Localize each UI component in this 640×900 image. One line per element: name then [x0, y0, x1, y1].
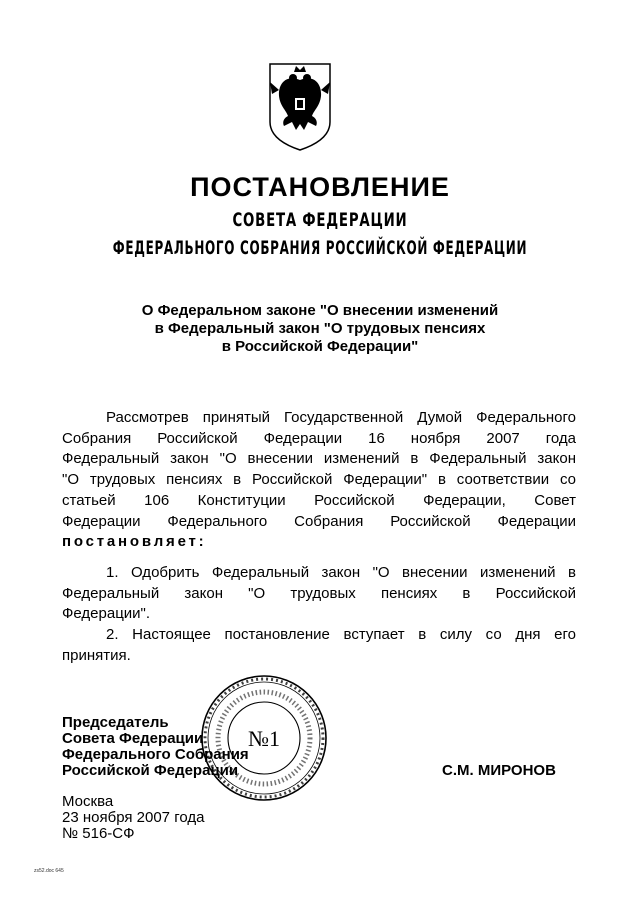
signatory-position	[62, 715, 249, 779]
stamp-number: №1	[248, 726, 280, 751]
item-1-line: Федерации".	[62, 605, 151, 623]
resolution-items	[62, 563, 576, 667]
footer-city: Москва	[62, 793, 114, 810]
footer-date: 23 ноября 2007 года	[62, 809, 205, 826]
signatory-line: Совета Федерации	[62, 730, 204, 747]
subject-line: О Федеральном законе "О внесении изменений	[141, 302, 499, 319]
resolves-word: постановляет:	[62, 533, 207, 551]
preamble-line: статьей 106 Конституции Российской Федерации, Совет	[62, 491, 576, 509]
item-1-line: 1. Одобрить Федеральный закон "О внесении изменений в	[106, 564, 576, 581]
item-2-line: 2. Настоящее постановление вступает в силу со дня его	[106, 626, 576, 644]
document-footer	[62, 794, 204, 842]
preamble-line: Федерации Федерального Собрания Российской Федерации	[62, 512, 576, 530]
footer-number: № 516-СФ	[62, 825, 135, 842]
coat-of-arms-icon	[266, 60, 334, 152]
preamble-line: Собрания Российской Федерации 16 ноября 2007 года	[62, 429, 576, 447]
signatory-name: С.М. МИРОНОВ	[442, 762, 556, 779]
signatory-line: Федерального Собрания	[62, 746, 249, 763]
signatory-line: Председатель	[62, 714, 169, 731]
document-title: ПОСТАНОВЛЕНИЕ	[190, 172, 450, 202]
signatory-line: Российской Федерации	[62, 762, 239, 779]
preamble-paragraph	[62, 408, 576, 553]
issuer-line-1: СОВЕТА ФЕДЕРАЦИИ	[232, 209, 408, 231]
preamble-line: Федеральный закон "О внесении изменений в Федеральный закон	[62, 450, 576, 468]
preamble-line: "О трудовых пенсиях в Российской Федерации" в соответствии со	[62, 471, 576, 489]
item-2-line: принятия.	[62, 646, 131, 664]
issuer-line-2: ФЕДЕРАЛЬНОГО СОБРАНИЯ РОССИЙСКОЙ ФЕДЕРАЦИИ	[112, 237, 528, 259]
subject-line: в Федеральный закон "О трудовых пенсиях	[154, 320, 486, 337]
subject-line: в Российской Федерации"	[221, 338, 419, 355]
document-subject	[60, 302, 580, 356]
preamble-line: Рассмотрев принятый Государственной Думой Федерального	[106, 409, 576, 426]
item-1-line: Федеральный закон "О трудовых пенсиях в Российской	[62, 584, 576, 602]
document-reference: zs52.doc 645	[34, 868, 64, 874]
